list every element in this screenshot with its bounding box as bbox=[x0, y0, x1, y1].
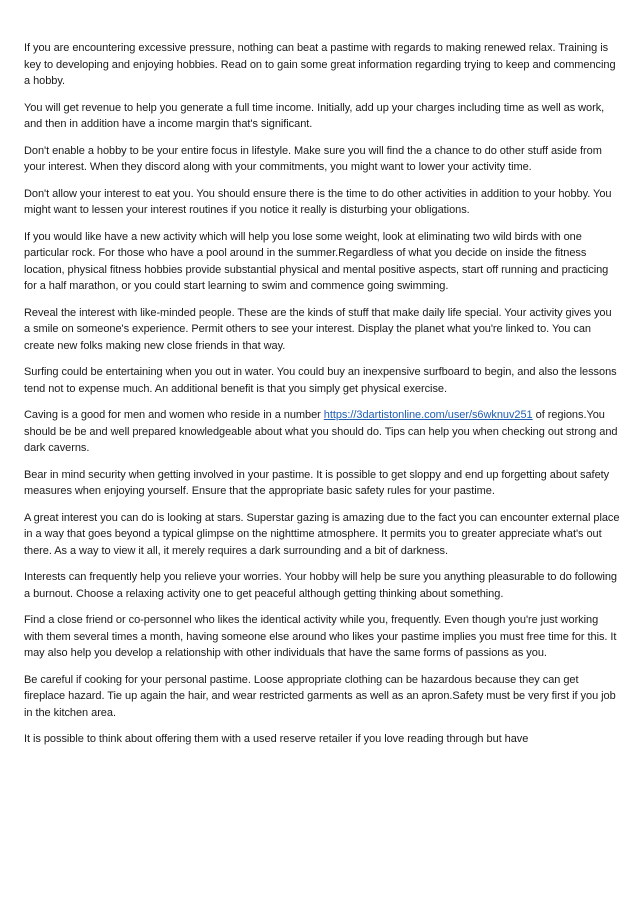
paragraph-intro: If you are encountering excessive pressure, nothing can beat a pastime with regards to making renewed relax. Training is key to developing and enjoying hobbies. Read on to gain some great information regarding trying to keep and commencing a hobby. bbox=[24, 42, 616, 87]
caving-text-before: Caving is a good for men and women who reside in a number bbox=[24, 409, 324, 421]
paragraph-security: Bear in mind security when getting involved in your pastime. It is possible to get sloppy and end up forgetting about safety measures when enjoying yourself. Ensure that the appropriate basic safety rules for your pastime. bbox=[24, 468, 610, 497]
paragraph-cooking: Be careful if cooking for your personal pastime. Loose appropriate clothing can be hazardous because they can get fireplace hazard. Tie up again the hair, and wear restricted garments as well as an apron.Safety must be very first if you job in the kitchen area. bbox=[24, 673, 616, 719]
paragraph-focus: Don't enable a hobby to be your entire focus in lifestyle. Make sure you will find the a chance to do other stuff aside from your interest. When they discord along with your commitments, you might want to lower your activity time. bbox=[24, 144, 602, 173]
paragraph-share: Reveal the interest with like-minded people. These are the kinds of stuff that make daily life special. Your activity gives you a smile on someone's experience. Permit others to see your interest. Display the planet what you're linked to. You can create new folks making new close friends in that way. bbox=[24, 306, 612, 352]
paragraph-fitness: If you would like have a new activity which will help you lose some weight, look at eliminating two wild birds with one particular rock. For those who have a pool around in the summer.Regardless of what you decide on inside the fitness location, physical fitness hobbies provide substantial physical and mental positive aspects, start off running and practicing for a half marathon, or you could start learning to swim and commence going swimming. bbox=[24, 230, 609, 292]
caving-text-after: of regions.You should be be and well prepared knowledgeable about what you should do. Tips can help you when checking out strong and dark caverns. bbox=[24, 409, 618, 454]
paragraph-caving bbox=[24, 407, 620, 457]
paragraph-friend: Find a close friend or co-personnel who likes the identical activity while you, frequently. Even though you're just working with them several times a month, having someone else around who likes your pastime implies you must free time for this. It may also help you develop a relationship with other individuals that have the same forms of passions as you. bbox=[24, 614, 617, 659]
paragraph-worries: Interests can frequently help you relieve your worries. Your hobby will help be sure you anything pleasurable to do following a burnout. Choose a relaxing activity one to get peaceful although getting thinking about something. bbox=[24, 571, 617, 600]
paragraph-surfing: Surfing could be entertaining when you out in water. You could buy an inexpensive surfboard to begin, and also the lessons tend not to expense much. An additional benefit is that you simply get physical exercise. bbox=[24, 366, 617, 395]
paragraph-revenue: You will get revenue to help you generate a full time income. Initially, add up your charges including time as well as work, and then in addition have a income margin that's significant. bbox=[24, 101, 605, 130]
paragraph-consume: Don't allow your interest to eat you. You should ensure there is the time to do other activities in addition to your hobby. You might want to lessen your interest routines if you notice it really is disturbing your obligations. bbox=[24, 187, 612, 216]
paragraph-reading: It is possible to think about offering them with a used reserve retailer if you love reading through but have bbox=[24, 733, 529, 745]
profile-link[interactable]: https://3dartistonline.com/user/s6wknuv251 bbox=[323, 409, 533, 421]
paragraph-stars: A great interest you can do is looking at stars. Superstar gazing is amazing due to the fact you can encounter external place in a way that goes beyond a typical glimpse on the nighttime atmosphere. It permits you to greater appreciate what's out there. As a way to view it all, it merely requires a dark surrounding and a bit of darkness. bbox=[24, 511, 620, 557]
